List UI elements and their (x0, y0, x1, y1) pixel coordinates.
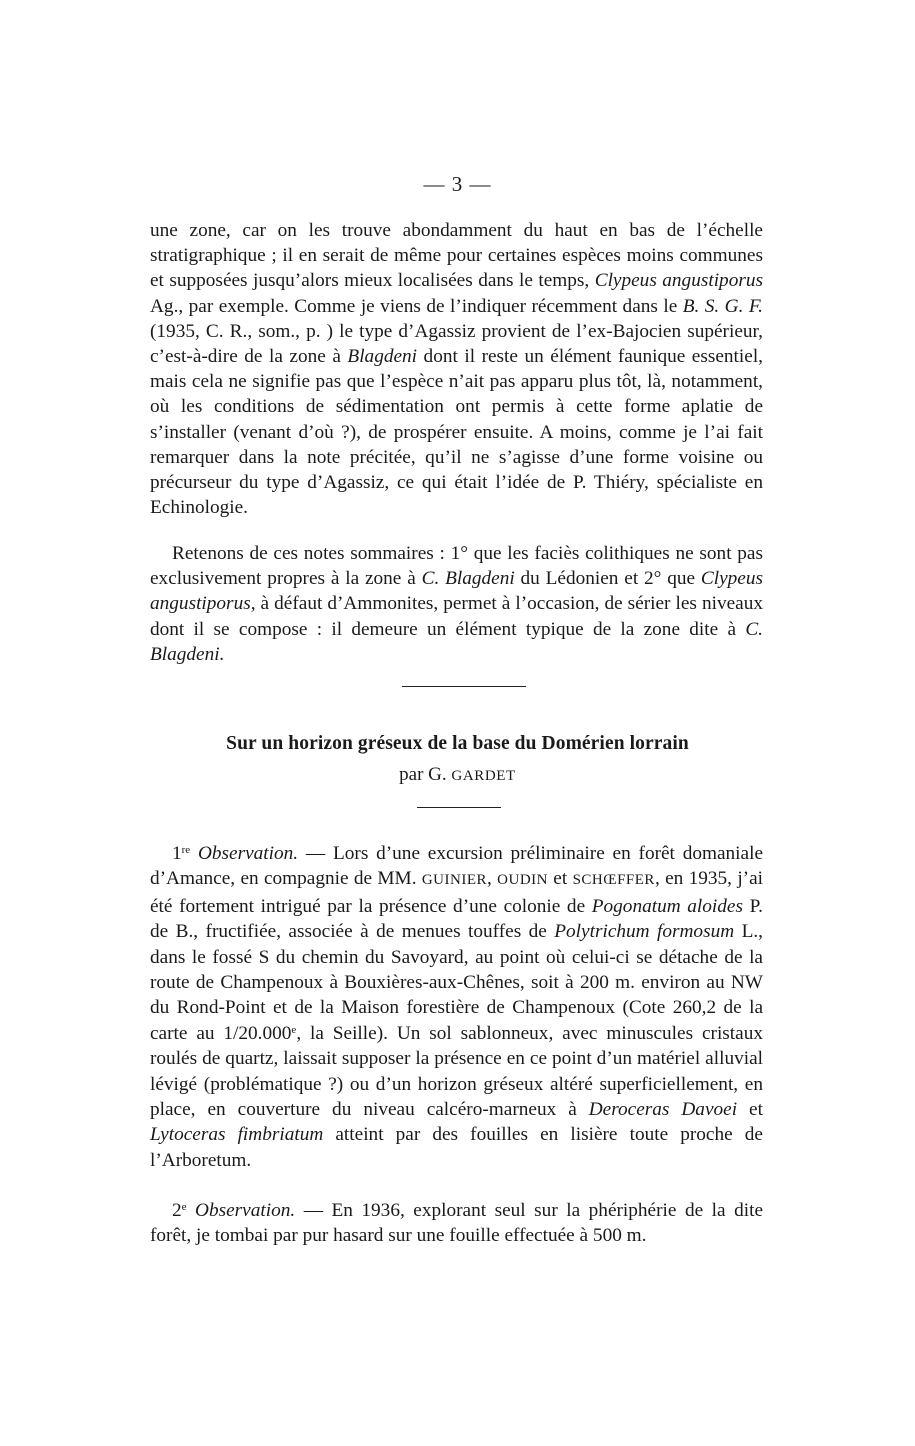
text-run: , (487, 868, 498, 890)
ordinal-suffix: re (181, 844, 191, 856)
species-name: Blagdeni (347, 346, 418, 368)
species-name: C. Blagdeni. (150, 618, 763, 665)
section-divider (402, 686, 526, 687)
paragraph-observation-2 (150, 1198, 763, 1249)
observation-number: 2 (172, 1200, 182, 1221)
title-divider (417, 807, 501, 808)
text-run: — En 1936, explorant seul sur la phériphérie de la dite forêt, je tombai par pur hasard sur une fouille effectuée à 500 m. (150, 1200, 763, 1247)
article-title: Sur un horizon gréseux de la base du Domérien lorrain (226, 733, 689, 754)
species-name: C. Blagdeni (421, 568, 515, 590)
page-number: — 3 — (423, 172, 492, 196)
text-run: et (737, 1099, 763, 1121)
byline (0, 764, 915, 786)
text-run: , la Seille). Un sol sablonneux, avec minuscules cristaux roulés de quartz, laissait supposer la présence en ce point d’un matériel alluvial lévigé (problématique ?) ou d’un horizon gréseux altéré superficiellement, en place, en couverture du niveau calcéro-marneux à (150, 1022, 763, 1121)
text-run: du Lédonien et 2° que (514, 568, 701, 590)
paragraph-observation-1 (150, 841, 763, 1173)
text-run: atteint par des fouilles en lisière toute proche de l’Arboretum. (150, 1124, 763, 1171)
person-name: SCHŒFFER (572, 872, 655, 889)
text-run: et (547, 868, 573, 890)
species-name: Clypeus angustiporus (594, 270, 763, 292)
text-run: P. de B., fructifiée, associée à de menues touffes de (150, 895, 763, 943)
species-name: Deroceras Davoei (588, 1099, 738, 1121)
paragraph-clypeus (150, 218, 763, 520)
species-name: Polytrichum formosum (554, 921, 735, 943)
text-run: , en 1935, j’ai été fortement intrigué par la présence d’une colonie de (150, 868, 764, 917)
text-run: Ag., par exemple. Comme je viens de l’indiquer récemment dans le (150, 295, 683, 317)
text-run: — Lors d’une excursion préliminaire en forêt domaniale d’Amance, en compagnie de MM. (150, 843, 764, 890)
ordinal-suffix: e (181, 1201, 187, 1213)
text-run: L., dans le fossé S du chemin du Savoyard, au point où celui-ci se détache de la route de Champenoux à Bouxières-aux-Chênes, soit à 200 m. environ au NW du Rond-Point et de la Maison forestière de Champenoux (Cote 260,2 de la carte au 1/20.000 (150, 921, 763, 1044)
author-name: GARDET (451, 768, 516, 784)
observation-label: Observation. (190, 843, 299, 864)
journal-abbrev: B. S. G. F. (682, 295, 763, 317)
byline-prefix: par G. (399, 764, 452, 785)
paragraph-retenons (150, 541, 763, 667)
observation-label: Observation. (186, 1200, 296, 1221)
text-run: (1935, C. R., som., p. ) le type d’Agassiz provient de l’ex-Bajocien supérieur, c’est-à-dire de la zone à (150, 320, 763, 368)
text-run: à défaut d’Ammonites, permet à l’occasion, de sérier les niveaux dont il se compose : il demeure un élément typique de la zone dite à (150, 593, 763, 640)
observation-number: 1 (172, 843, 182, 864)
person-name: GUINIER (421, 872, 487, 889)
text-run: dont il reste un élément faunique essentiel, mais cela ne signifie pas que l’espèce n’ait pas apparu plus tôt, là, notamment, où les conditions de sédimentation ont permis à cette forme aplatie de s’installer (venant d’où ?), de prospérer ensuite. A moins, comme je l’ai fait remarquer dans la note précitée, qu’il ne s’agisse d’une forme voisine ou précurseur du type d’Agassiz, ce qui était l’idée de P. Thiéry, spécialiste en Echinologie. (150, 346, 764, 519)
text-run: une zone, car on les trouve abondamment du haut en bas de l’échelle stratigraphique ; il en serait de même pour certaines espèces moins communes et supposées jusqu’alors mieux localisées dans le temps, (150, 220, 763, 292)
person-name: OUDIN (497, 872, 548, 889)
species-name: Pogonatum aloides (591, 895, 743, 917)
species-name: Lytoceras fimbriatum (150, 1124, 324, 1146)
text-run: Retenons de ces notes sommaires : 1° que les faciès colithiques ne sont pas exclusivement propres à la zone à (150, 543, 763, 590)
ordinal-suffix: e (291, 1023, 297, 1036)
species-name: Clypeus angustiporus, (150, 568, 763, 615)
